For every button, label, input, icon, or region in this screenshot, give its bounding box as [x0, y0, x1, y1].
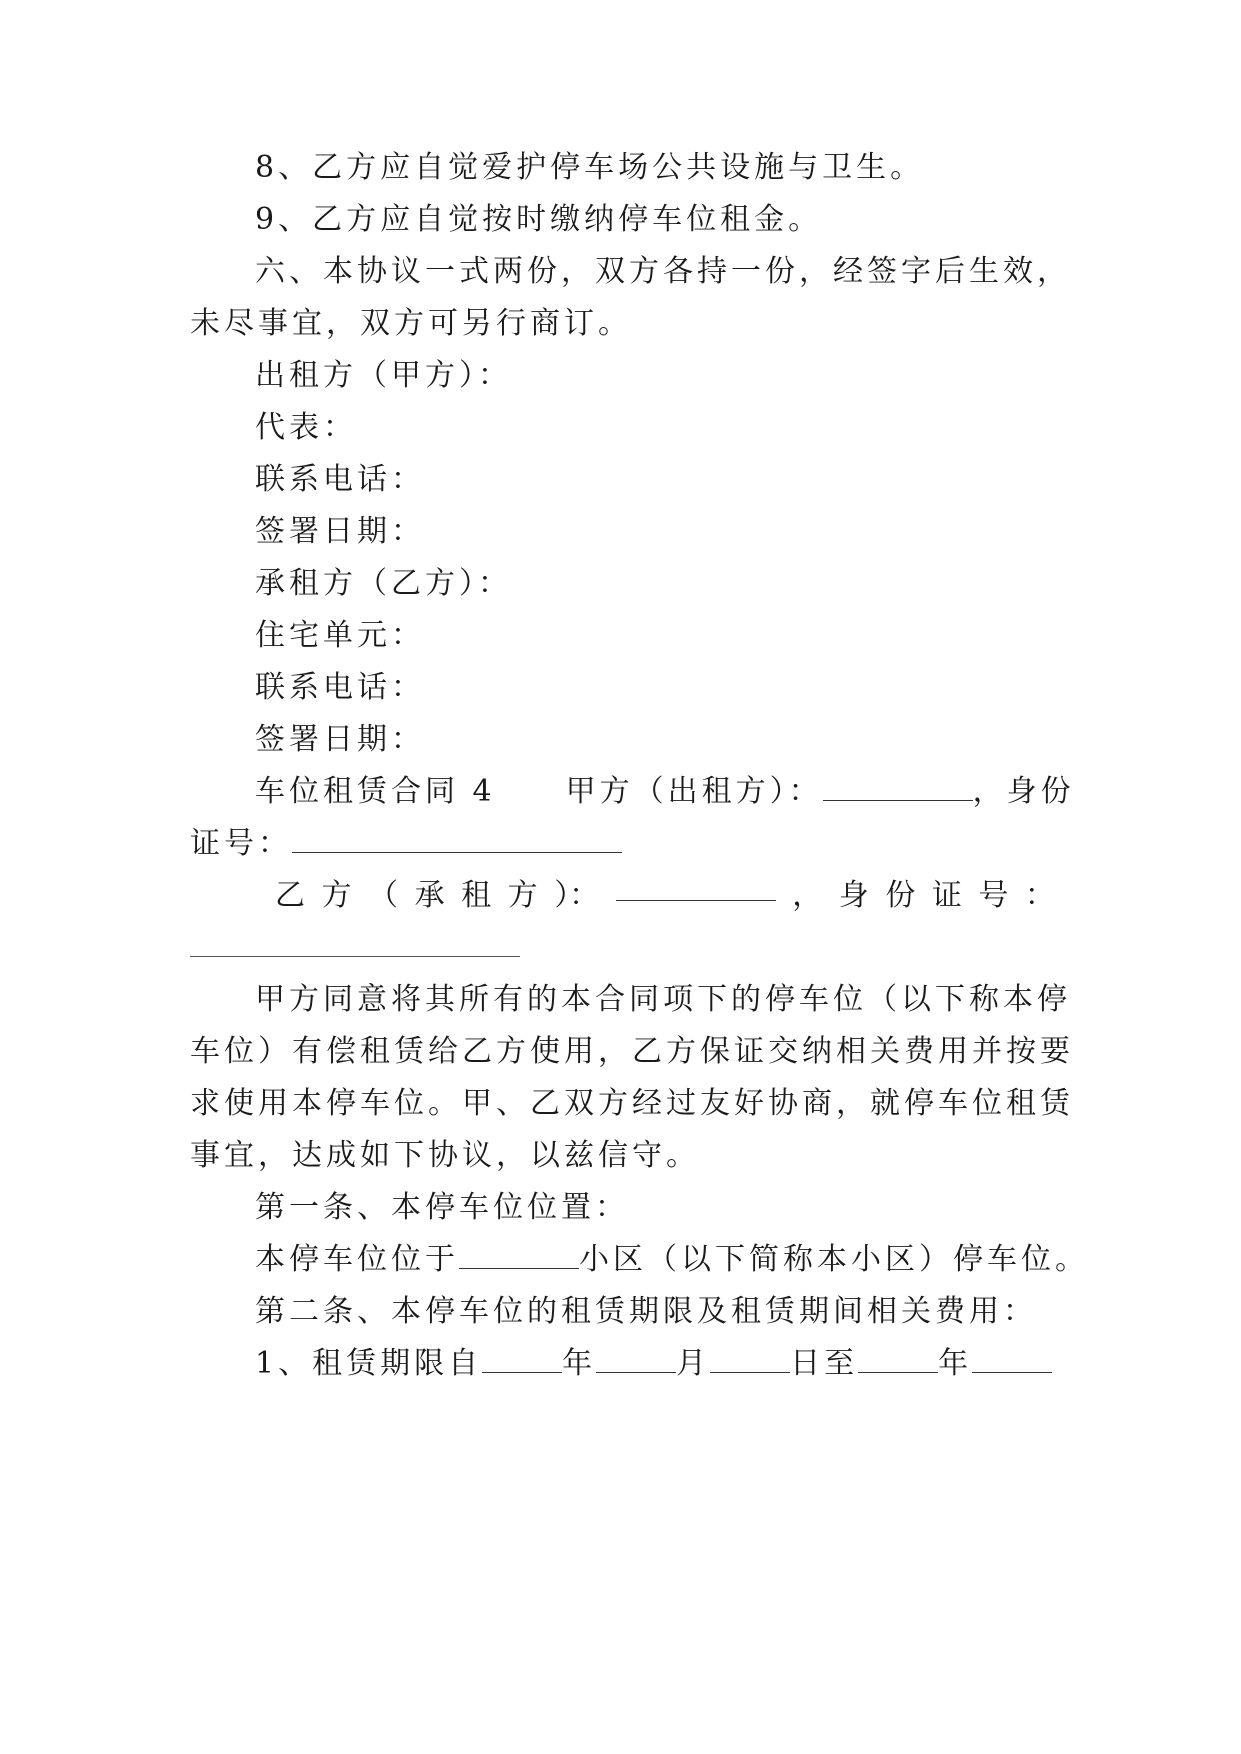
lease-term-prefix: 1、租赁期限自 — [255, 1346, 483, 1381]
clause-8: 8、乙方应自觉爱护停车场公共设施与卫生。 — [255, 150, 925, 185]
lessee-sign-date-label: 签署日期： — [255, 722, 425, 757]
lessor-label: 出租方（甲方）： — [255, 358, 512, 393]
start-day-blank — [710, 1348, 790, 1373]
contract-4-heading-line — [255, 772, 1075, 812]
party-b-char: ）： — [554, 878, 600, 913]
party-a-label: 甲方（出租方）： — [565, 774, 823, 809]
end-year-blank — [858, 1348, 938, 1373]
article-1-heading: 第一条、本停车位位置： — [255, 1190, 629, 1225]
day-to-label: 日至 — [790, 1346, 859, 1381]
section-6-line-2: 未尽事宜，双方可另行商订。 — [190, 306, 632, 341]
party-b-char: 方 — [321, 878, 352, 913]
id-label-start: ，身份 — [972, 774, 1075, 809]
party-b-char: 租 — [461, 878, 492, 913]
lease-term-line — [255, 1344, 1065, 1384]
lessee-phone-label: 联系电话： — [255, 670, 425, 705]
party-b-char: 证 — [931, 878, 962, 913]
residence-unit-label: 住宅单元： — [255, 618, 425, 653]
clause-9: 9、乙方应自觉按时缴纳停车位租金。 — [255, 202, 823, 237]
year-label: 年 — [938, 1346, 973, 1381]
location-prefix: 本停车位位于 — [255, 1242, 459, 1277]
party-a-id-line — [190, 824, 1060, 864]
preamble-line-3: 求使用本停车位。甲、乙双方经过友好协商，就停车位租赁 — [190, 1086, 1074, 1121]
party-b-char: 乙 — [275, 878, 305, 913]
preamble-line-2: 车位）有偿租赁给乙方使用，乙方保证交纳相关费用并按要 — [190, 1034, 1074, 1069]
article-2-heading: 第二条、本停车位的租赁期限及租赁期间相关费用： — [255, 1294, 1037, 1329]
lessor-sign-date-label: 签署日期： — [255, 514, 425, 549]
contract-title: 车位租赁合同 4 — [255, 774, 496, 809]
community-name-blank — [459, 1244, 579, 1269]
end-month-blank — [972, 1348, 1052, 1373]
preamble-line-4: 事宜，达成如下协议，以兹信守。 — [190, 1138, 700, 1173]
party-b-char: ， — [792, 878, 823, 913]
party-b-char: 承 — [414, 878, 445, 913]
party-a-id-blank — [292, 828, 622, 853]
party-b-char: （ — [368, 878, 399, 913]
party-b-char: 份 — [885, 878, 916, 913]
representative-label: 代表： — [255, 410, 357, 445]
section-6-line-1: 六、本协议一式两份，双方各持一份，经签字后生效， — [255, 254, 1071, 289]
lessor-phone-label: 联系电话： — [255, 462, 425, 497]
start-month-blank — [596, 1348, 676, 1373]
month-label: 月 — [676, 1346, 711, 1381]
party-b-line — [275, 876, 1055, 916]
year-label: 年 — [562, 1346, 597, 1381]
lessee-label: 承租方（乙方）： — [255, 566, 512, 601]
start-year-blank — [482, 1348, 562, 1373]
party-b-char: 方 — [507, 878, 538, 913]
preamble-line-1: 甲方同意将其所有的本合同项下的停车位（以下称本停 — [255, 982, 1071, 1017]
party-b-name-blank — [616, 876, 776, 901]
party-b-id-blank — [190, 956, 520, 957]
location-suffix: 小区（以下简称本小区）停车位。 — [579, 1242, 1089, 1277]
article-1-location — [255, 1240, 1089, 1280]
party-a-name-blank — [823, 776, 973, 801]
party-b-char: ： — [1024, 878, 1055, 913]
party-b-char: 身 — [838, 878, 869, 913]
id-number-label: 证号： — [190, 826, 292, 861]
party-b-char: 号 — [978, 878, 1009, 913]
